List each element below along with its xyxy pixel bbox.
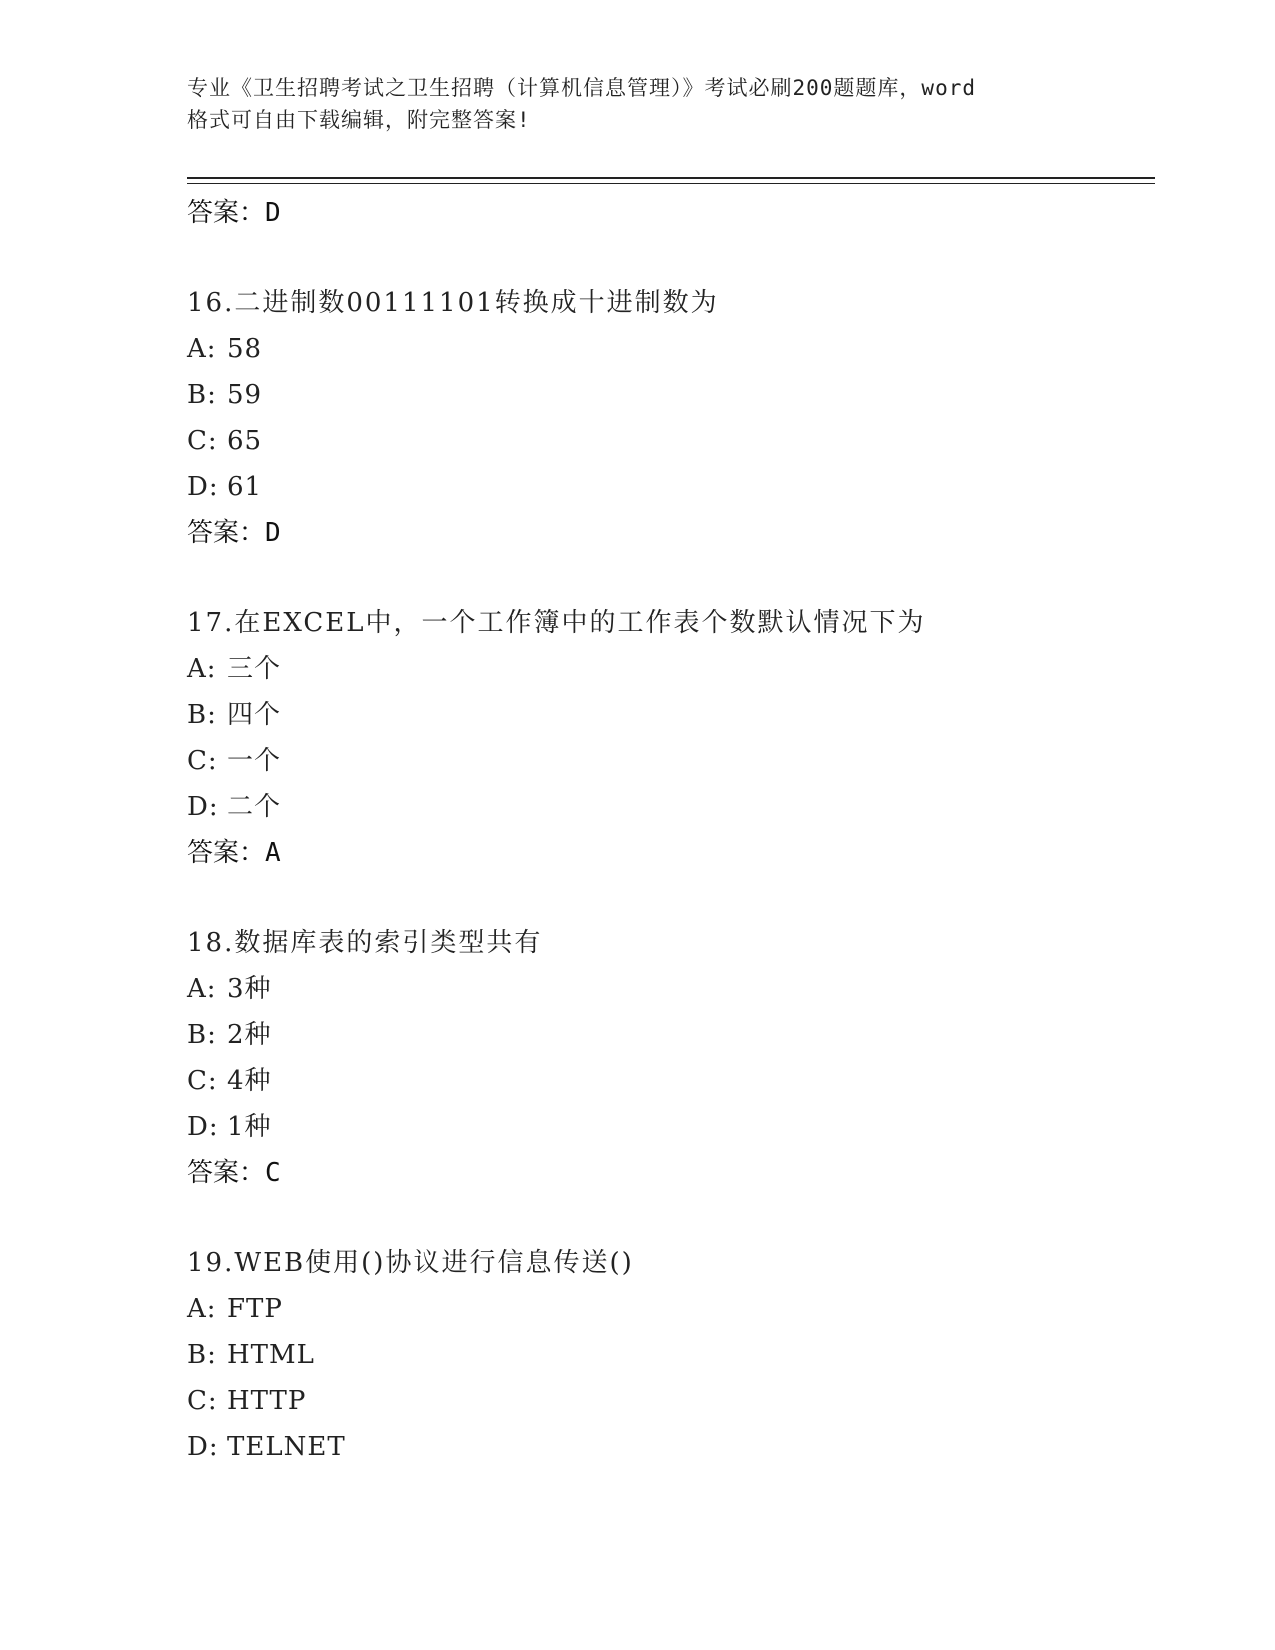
option-text: 一个 <box>227 746 282 776</box>
option-letter: C: <box>187 1066 218 1096</box>
question-title: 17.在EXCEL中，一个工作簿中的工作表个数默认情况下为 <box>187 608 926 638</box>
header-line-2: 格式可自由下载编辑，附完整答案! <box>187 108 531 132</box>
option-text: TELNET <box>227 1432 346 1462</box>
question-title: 16.二进制数00111101转换成十进制数为 <box>187 288 719 318</box>
option-text: 4种 <box>227 1066 272 1096</box>
option-a <box>187 326 1147 372</box>
option-letter: B: <box>187 1020 217 1050</box>
header-line-1: 专业《卫生招聘考试之卫生招聘（计算机信息管理）》考试必刷200题题库，word <box>187 76 976 100</box>
option-letter: D: <box>187 792 219 822</box>
answer-line: 答案：C <box>187 1158 281 1188</box>
option-text: 59 <box>227 380 263 410</box>
question-block-19 <box>187 1240 1147 1470</box>
option-letter: D: <box>187 1112 219 1142</box>
answer-line: 答案：D <box>187 518 281 548</box>
option-text: 65 <box>227 426 263 456</box>
option-letter: D: <box>187 1432 219 1462</box>
document-header <box>187 72 1087 136</box>
option-d <box>187 464 1147 510</box>
option-letter: D: <box>187 472 219 502</box>
question-block-18 <box>187 920 1147 1196</box>
top-answer: 答案：D <box>187 198 281 228</box>
option-letter: C: <box>187 1386 218 1416</box>
option-text: 3种 <box>227 974 272 1004</box>
option-a <box>187 1286 1147 1332</box>
document-content <box>187 190 1147 1470</box>
option-letter: A: <box>187 654 217 684</box>
option-text: 三个 <box>227 654 282 684</box>
option-letter: B: <box>187 380 217 410</box>
option-text: FTP <box>227 1294 283 1324</box>
option-letter: C: <box>187 746 218 776</box>
option-text: HTTP <box>227 1386 307 1416</box>
question-block-17 <box>187 600 1147 876</box>
question-block-16 <box>187 280 1147 556</box>
spacer <box>187 556 1147 600</box>
option-b <box>187 1012 1147 1058</box>
option-a <box>187 966 1147 1012</box>
option-letter: A: <box>187 974 217 1004</box>
spacer <box>187 1196 1147 1240</box>
option-text: 2种 <box>227 1020 272 1050</box>
option-a <box>187 646 1147 692</box>
option-b <box>187 692 1147 738</box>
option-text: 二个 <box>227 792 282 822</box>
option-letter: B: <box>187 1340 217 1370</box>
option-d <box>187 784 1147 830</box>
spacer <box>187 876 1147 920</box>
option-text: HTML <box>227 1340 315 1370</box>
option-b <box>187 1332 1147 1378</box>
option-letter: A: <box>187 1294 217 1324</box>
option-letter: C: <box>187 426 218 456</box>
option-letter: A: <box>187 334 217 364</box>
option-c <box>187 418 1147 464</box>
option-c <box>187 1378 1147 1424</box>
spacer <box>187 236 1147 280</box>
answer-line: 答案：A <box>187 838 281 868</box>
option-text: 61 <box>227 472 263 502</box>
question-title: 18.数据库表的索引类型共有 <box>187 928 543 958</box>
option-b <box>187 372 1147 418</box>
option-c <box>187 738 1147 784</box>
header-rule-thin <box>187 183 1155 184</box>
option-c <box>187 1058 1147 1104</box>
option-letter: B: <box>187 700 217 730</box>
option-text: 四个 <box>227 700 282 730</box>
header-rule-thick <box>187 177 1155 179</box>
option-text: 1种 <box>227 1112 272 1142</box>
question-title: 19.WEB使用()协议进行信息传送() <box>187 1248 634 1278</box>
option-d <box>187 1424 1147 1470</box>
option-d <box>187 1104 1147 1150</box>
option-text: 58 <box>227 334 263 364</box>
